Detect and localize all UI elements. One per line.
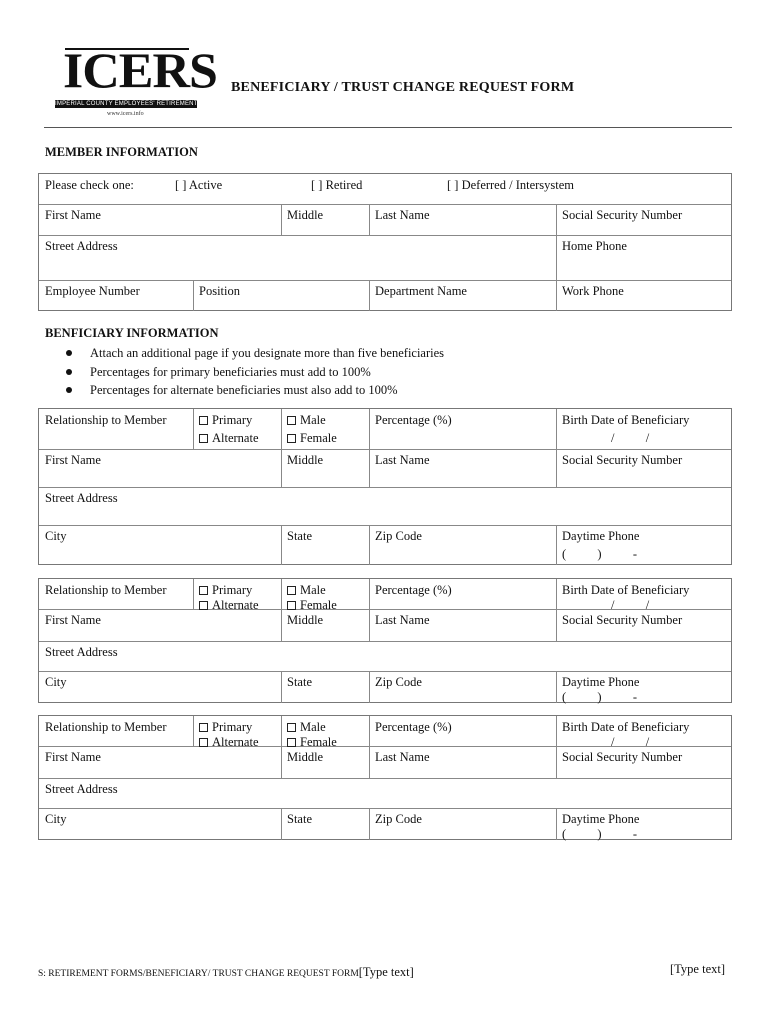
percentage-field[interactable]: Percentage (%) — [375, 720, 452, 734]
birth-date-slashes: / / — [611, 735, 650, 749]
percentage-field[interactable]: Percentage (%) — [375, 413, 452, 427]
ben-state-field[interactable]: State — [287, 529, 312, 543]
checkbox-label: Female — [300, 598, 337, 612]
instruction-item — [64, 363, 444, 382]
footer-path-text: S: RETIREMENT FORMS/BENEFICIARY/ TRUST CHANGE REQUEST FORM — [38, 969, 359, 979]
ben-last-name-field[interactable]: Last Name — [375, 613, 430, 627]
beneficiary-block-2 — [38, 578, 732, 703]
instruction-item — [64, 344, 444, 363]
member-info-heading: MEMBER INFORMATION — [45, 145, 198, 159]
position-field[interactable]: Position — [199, 284, 240, 298]
ben-ssn-field[interactable]: Social Security Number — [562, 453, 683, 467]
footer-placeholder-left: [Type text] — [358, 965, 414, 979]
beneficiary-block-1 — [38, 408, 732, 565]
checkbox-icon[interactable] — [287, 416, 296, 425]
ben-daytime-phone-field[interactable]: Daytime Phone — [562, 675, 640, 689]
ben-first-name-field[interactable]: First Name — [45, 453, 101, 467]
checkbox-label: Primary — [212, 413, 253, 427]
bullet-icon — [66, 369, 72, 375]
icers-logo — [55, 44, 226, 122]
ben-middle-field[interactable]: Middle — [287, 750, 324, 764]
header-divider — [44, 127, 732, 128]
ben-first-name-field[interactable]: First Name — [45, 613, 101, 627]
phone-mask: ( ) - — [562, 690, 637, 704]
instruction-item — [64, 381, 444, 400]
checkbox-label: Male — [300, 720, 326, 734]
form-title: BENEFICIARY / TRUST CHANGE REQUEST FORM — [231, 80, 575, 95]
checkbox-label: Alternate — [212, 598, 259, 612]
ben-zip-field[interactable]: Zip Code — [375, 529, 422, 543]
ben-zip-field[interactable]: Zip Code — [375, 675, 422, 689]
bullet-icon — [66, 387, 72, 393]
checkbox-label: Alternate — [212, 431, 259, 445]
checkbox-label: Female — [300, 431, 337, 445]
ben-state-field[interactable]: State — [287, 675, 312, 689]
relationship-field[interactable]: Relationship to Member — [45, 720, 167, 734]
percentage-field[interactable]: Percentage (%) — [375, 583, 452, 597]
checkbox-label: Primary — [212, 720, 253, 734]
ben-middle-field[interactable]: Middle — [287, 453, 324, 467]
alternate-checkbox[interactable] — [193, 594, 265, 617]
ben-ssn-field[interactable]: Social Security Number — [562, 750, 683, 764]
beneficiary-instructions — [64, 344, 444, 400]
checkbox-label: Alternate — [212, 735, 259, 749]
check-one-label: Please check one: — [45, 178, 134, 192]
employee-number-field[interactable]: Employee Number — [45, 284, 140, 298]
ben-street-field[interactable]: Street Address — [45, 491, 118, 505]
relationship-field[interactable]: Relationship to Member — [45, 583, 167, 597]
instruction-text: Percentages for alternate beneficiaries must also add to 100% — [90, 383, 398, 397]
member-info-table — [38, 173, 732, 311]
status-retired-option[interactable]: [ ] Retired — [311, 178, 363, 192]
ben-last-name-field[interactable]: Last Name — [375, 750, 430, 764]
phone-mask: ( ) - — [562, 547, 637, 561]
footer-path — [38, 965, 414, 980]
alternate-checkbox[interactable] — [193, 427, 265, 450]
checkbox-label: Primary — [212, 583, 253, 597]
ben-first-name-field[interactable]: First Name — [45, 750, 101, 764]
instruction-text: Percentages for primary beneficiaries must add to 100% — [90, 364, 371, 379]
ben-last-name-field[interactable]: Last Name — [375, 453, 430, 467]
ben-zip-field[interactable]: Zip Code — [375, 812, 422, 826]
ben-daytime-phone-field[interactable]: Daytime Phone — [562, 812, 640, 826]
status-active-option[interactable]: [ ] Active — [175, 178, 223, 192]
checkbox-icon[interactable] — [199, 738, 208, 747]
phone-mask: ( ) - — [562, 827, 637, 841]
work-phone-field[interactable]: Work Phone — [562, 284, 624, 298]
birth-date-slashes: / / — [611, 598, 650, 612]
alternate-checkbox[interactable] — [193, 731, 265, 754]
footer-placeholder-right: [Type text] — [670, 962, 726, 976]
member-home-phone-field[interactable]: Home Phone — [562, 239, 627, 253]
bullet-icon — [66, 350, 72, 356]
ben-city-field[interactable]: City — [45, 812, 67, 826]
logo-wordmark: ICERS — [63, 44, 217, 99]
checkbox-icon[interactable] — [199, 434, 208, 443]
checkbox-label: Female — [300, 735, 337, 749]
beneficiary-block-3 — [38, 715, 732, 840]
ben-city-field[interactable]: City — [45, 675, 67, 689]
ben-daytime-phone-field[interactable]: Daytime Phone — [562, 529, 640, 543]
ben-ssn-field[interactable]: Social Security Number — [562, 613, 683, 627]
member-middle-field[interactable]: Middle — [287, 208, 324, 222]
checkbox-icon[interactable] — [199, 416, 208, 425]
member-street-field[interactable]: Street Address — [45, 239, 118, 253]
ben-street-field[interactable]: Street Address — [45, 645, 118, 659]
checkbox-icon[interactable] — [287, 434, 296, 443]
female-checkbox[interactable] — [281, 427, 343, 450]
logo-bar-text: IMPERIAL COUNTY EMPLOYEES' RETIREMENT SYSTEM — [55, 101, 226, 107]
member-last-name-field[interactable]: Last Name — [375, 208, 430, 222]
beneficiary-info-heading: BENFICIARY INFORMATION — [45, 326, 219, 340]
checkbox-label: Male — [300, 583, 326, 597]
ben-street-field[interactable]: Street Address — [45, 782, 118, 796]
ben-middle-field[interactable]: Middle — [287, 613, 324, 627]
status-deferred-option[interactable]: [ ] Deferred / Intersystem — [447, 178, 575, 192]
ben-city-field[interactable]: City — [45, 529, 67, 543]
birth-date-field[interactable]: Birth Date of Beneficiary — [562, 583, 690, 597]
birth-date-field[interactable]: Birth Date of Beneficiary — [562, 720, 690, 734]
logo-url: www.icers.info — [107, 111, 144, 117]
member-first-name-field[interactable]: First Name — [45, 208, 101, 222]
checkbox-label: Male — [300, 413, 326, 427]
birth-date-field[interactable]: Birth Date of Beneficiary — [562, 413, 690, 427]
instruction-text: Attach an additional page if you designate more than five beneficiaries — [90, 346, 445, 360]
ben-state-field[interactable]: State — [287, 812, 312, 826]
member-ssn-field[interactable]: Social Security Number — [562, 208, 683, 222]
relationship-field[interactable]: Relationship to Member — [45, 413, 167, 427]
birth-date-slashes: / / — [611, 431, 650, 445]
checkbox-icon[interactable] — [199, 601, 208, 610]
department-field[interactable]: Department Name — [375, 284, 467, 298]
